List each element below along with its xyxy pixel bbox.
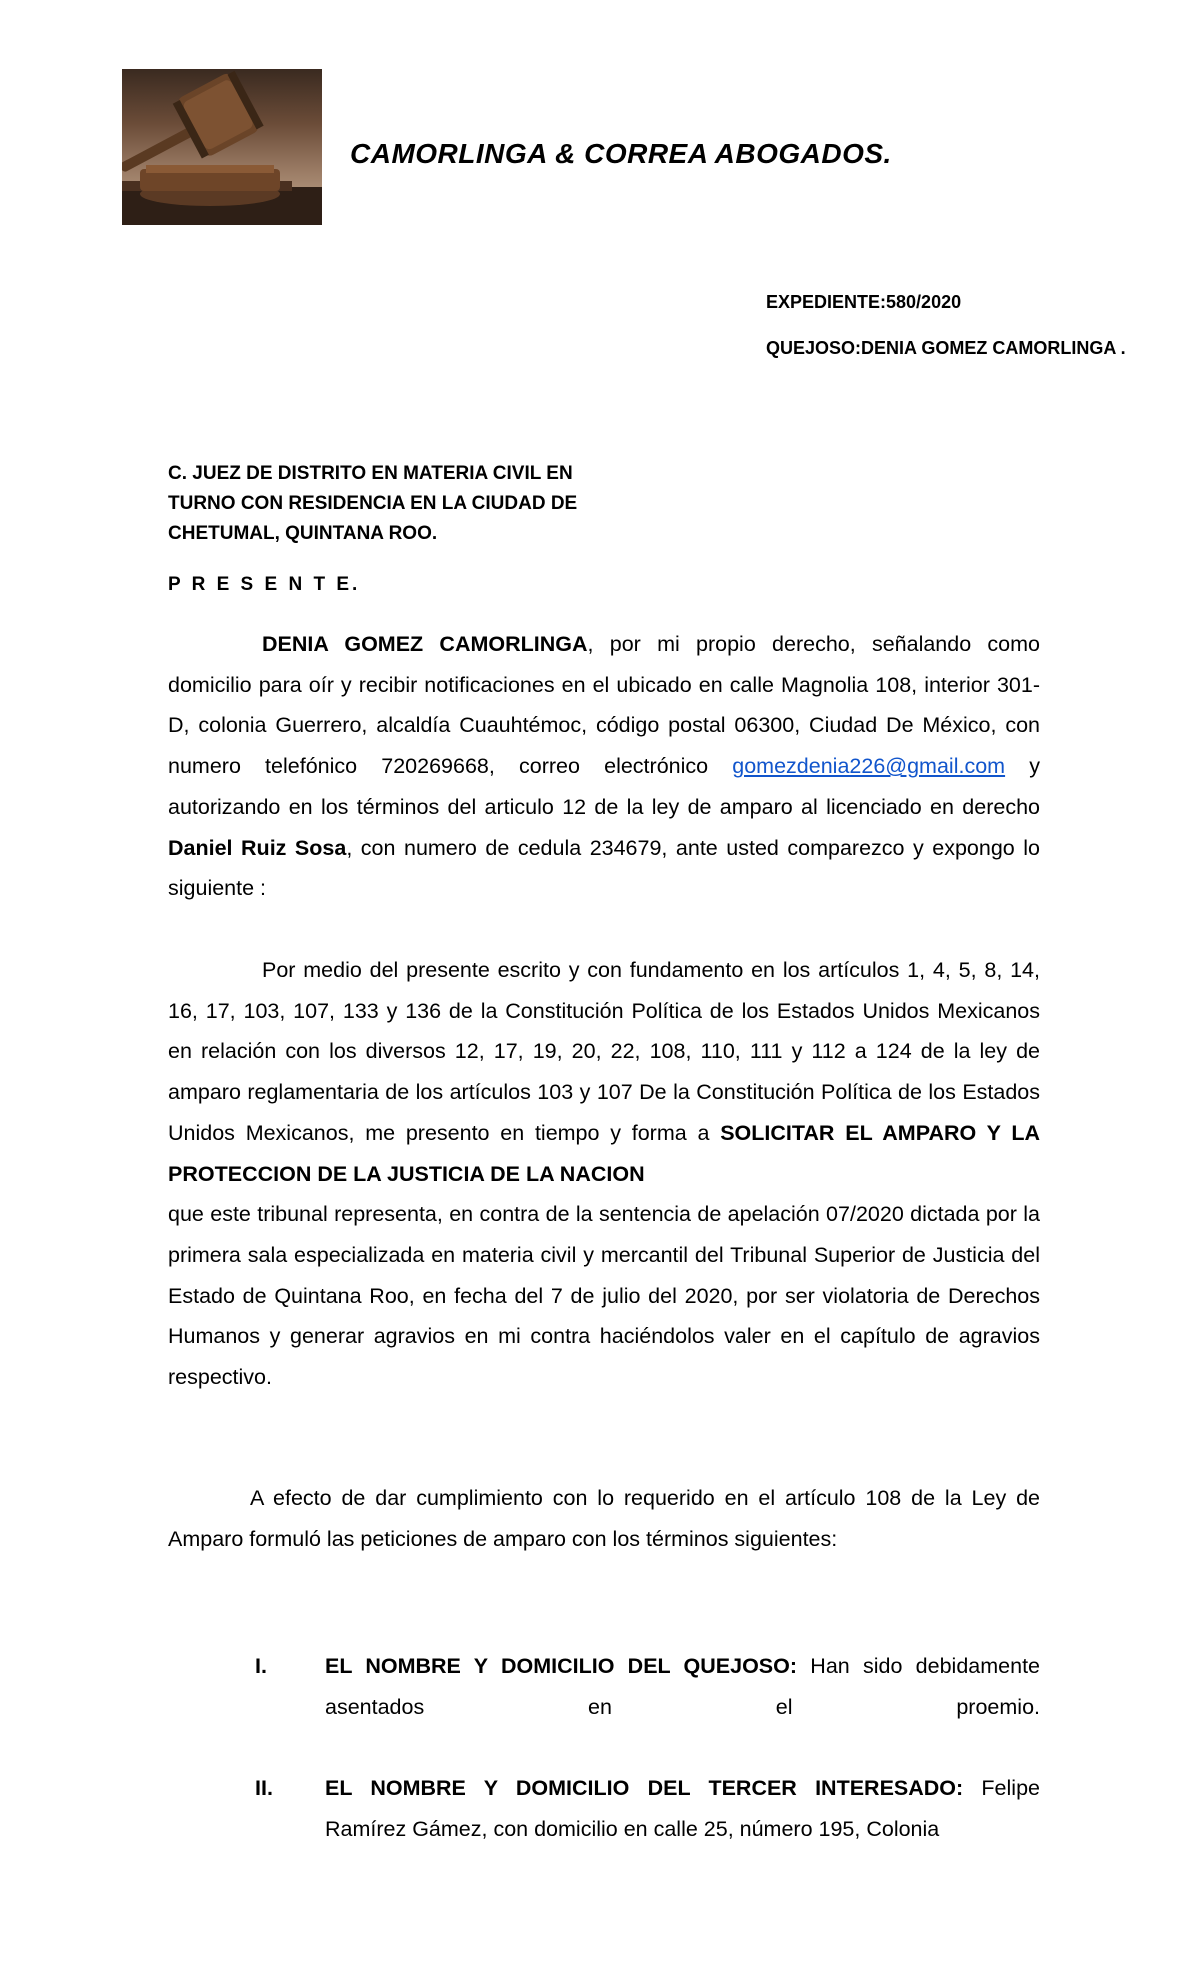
- complainant-name: DENIA GOMEZ CAMORLINGA: [262, 632, 588, 656]
- paragraph-text: , por mi propio derecho, señalando como domicilio para oír y recibir notificaciones en el ubicado en calle Magnolia 108, interior 301-D, colonia Guerrero, alcaldía Cuauhtémoc, código postal 06300, Ciudad De México, con numero telefónico 720269668, correo electrónico: [168, 632, 1041, 779]
- list-number: I.: [255, 1654, 267, 1678]
- paragraph-text: A efecto de dar cumplimiento con lo requerido en el artículo 108 de la Ley de Amparo formuló las peticiones de amparo con los términos siguientes:: [168, 1486, 1040, 1551]
- request-heading: SOLICITAR EL AMPARO Y LA PROTECCION DE LA JUSTICIA DE LA NACION: [168, 1120, 1040, 1186]
- paragraph-text: y autorizando en los términos del articulo 12 de la ley de amparo al licenciado en derecho: [168, 754, 1040, 819]
- lawyer-name: Daniel Ruiz Sosa: [168, 835, 347, 860]
- presente-heading: P R E S E N T E.: [168, 574, 361, 595]
- paragraph-text: Por medio del presente escrito y con fundamento en los artículos 1, 4, 5, 8, 14, 16, 17, 103, 107, 133 y 136 de la Constitución Política de los Estados Unidos Mexicanos en relación con los diversos 12, 17, 19, 20, 22, 108, 110, 111 y 112 a 124 de la ley de amparo reglamentaria de los artículos 103 y 107 De la Constitución Política de los Estados Unidos Mexicanos, me presento en tiempo y forma a: [168, 958, 1040, 1145]
- intro-paragraph: [168, 624, 1040, 909]
- petition-paragraph: [168, 1478, 1040, 1559]
- legal-basis-paragraph: [168, 950, 1040, 1398]
- complainant: QUEJOSO:DENIA GOMEZ CAMORLINGA .: [766, 338, 1126, 358]
- list-heading: EL NOMBRE Y DOMICILIO DEL TERCER INTERESADO:: [325, 1776, 964, 1800]
- case-number: EXPEDIENTE:580/2020: [766, 292, 962, 312]
- list-heading: EL NOMBRE Y DOMICILIO DEL QUEJOSO:: [325, 1654, 798, 1678]
- list-text: Felipe Ramírez Gámez, con domicilio en calle 25, número 195, Colonia: [325, 1776, 1040, 1841]
- list-text: Han sido debidamente asentados en el proemio.: [325, 1654, 1041, 1719]
- paragraph-text: que este tribunal representa, en contra de la sentencia de apelación 07/2020 dictada por la primera sala especializada en materia civil y mercantil del Tribunal Superior de Justicia del Estado de Quintana Roo, en fecha del 7 de julio del 2020, por ser violatoria de Derechos Humanos y generar agravios en mi contra haciéndolos valer en el capítulo de agravios respectivo.: [168, 1202, 1040, 1390]
- addressee-block: [168, 459, 728, 549]
- email-link[interactable]: gomezdenia226@gmail.com: [732, 754, 1006, 779]
- gavel-icon: [122, 69, 322, 225]
- paragraph-text: , con numero de cedula 234679, ante usted comparezco y expongo lo siguiente :: [168, 835, 1040, 901]
- addressee-line: TURNO CON RESIDENCIA EN LA CIUDAD DE: [168, 493, 578, 514]
- addressee-line: C. JUEZ DE DISTRITO EN MATERIA CIVIL EN: [168, 463, 573, 484]
- firm-name: CAMORLINGA & CORREA ABOGADOS.: [350, 138, 892, 169]
- addressee-line: CHETUMAL, QUINTANA ROO.: [168, 523, 438, 544]
- list-number: II.: [255, 1776, 273, 1800]
